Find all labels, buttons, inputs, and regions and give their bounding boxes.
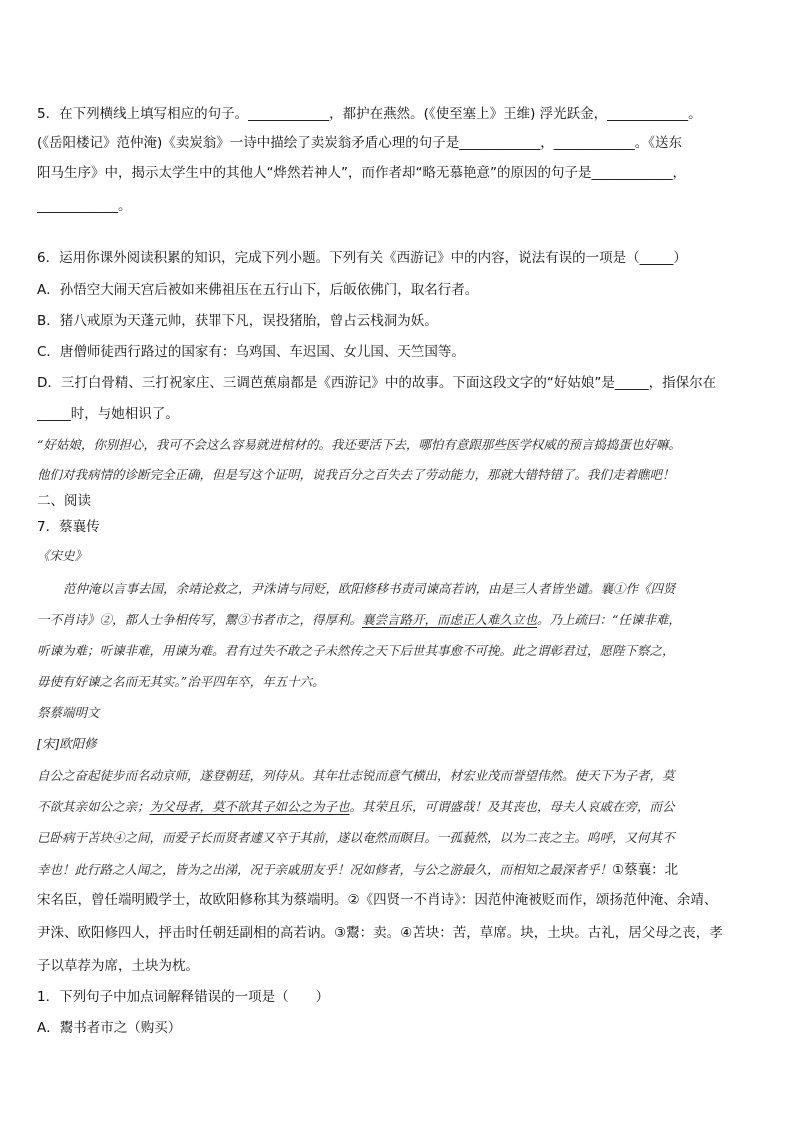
passage-2-line-3: 已卧病于苫块④之间，而爱子长而贤者遽又卒于其前，遂以奄然而瞑目。一孤藐然，以为二丧之主。呜呼，又何其不 xyxy=(37,830,675,845)
q5-line-2: (《岳阳楼记》范仲淹)《卖炭翁》一诗中描绘了卖炭翁矛盾心理的句子是____________，____________。《送东 xyxy=(37,135,683,151)
passage-1-line-2-tail: 。乃上疏曰：“任谏非难， xyxy=(537,612,681,627)
q6-quote-line-2: 他们对我病情的诊断完全正确，但是写这个证明，说我百分之百失去了劳动能力，那就大错特错了。我们走着瞧吧！ xyxy=(37,467,675,482)
q6-stem: 6．运用你课外阅读积累的知识，完成下列小题。下列有关《西游记》中的内容，说法有误的一项是（_____） xyxy=(37,250,687,266)
q6-option-d-line-1: D．三打白骨精、三打祝家庄、三调芭蕉扇都是《西游记》中的故事。下面这段文字的“好姑娘”是_____，指保尔在 xyxy=(37,375,717,391)
underlined-sentence-1: 襄尝言路开，而虑正人难久立也 xyxy=(362,612,538,627)
q6-option-c: C．唐僧师徒西行路过的国家有：乌鸡国、车迟国、女儿国、天竺国等。 xyxy=(37,344,465,360)
underlined-sentence-2: 为父母者，莫不欲其子如公之为子也 xyxy=(149,799,350,814)
section-heading-reading: 二、阅读 xyxy=(37,493,91,509)
q6-option-d-line-2: _____时，与她相识了。 xyxy=(37,406,179,422)
notes-line-4: 子以草荐为席，土块为枕。 xyxy=(37,958,199,974)
passage-1-line-3: 听谏为难；听谏非难，用谏为难。君有过失不敢之子未然传之天下后世其事愈不可挽。此之谓彰君过，愿陛下察之， xyxy=(37,643,675,658)
q7-title: 7．蔡襄传 xyxy=(37,519,100,535)
q5-line-1: 5．在下列横线上填写相应的句子。____________，都护在燕然。(《使至塞上》王维) 浮光跃金，____________。 xyxy=(37,106,702,122)
passage-2-line-2-tail: 。其荣且乐，可谓盛哉！及其丧也，母夫人哀戚在旁，而公 xyxy=(349,799,675,814)
passage-2-line-4 xyxy=(37,859,759,880)
passage-2-title: 祭蔡端明文 xyxy=(37,705,100,720)
notes-line-3: 尹洙、欧阳修四人，抨击时任朝廷副相的高若讷。③鬻：卖。④苫块：苦，草席。块，土块。古礼，居父母之丧，孝 xyxy=(37,925,723,941)
q5-line-3: 阳马生序》中，揭示太学生中的其他人“烨然若神人”，而作者却“略无慕艳意”的原因的句子是____________， xyxy=(37,165,686,181)
passage-1-line-4: 毋使有好谏之名而无其实。”治平四年卒，年五十六。 xyxy=(37,674,325,689)
passage-1-line-2 xyxy=(37,610,759,630)
q6-option-a: A．孙悟空大闹天宫后被如来佛祖压在五行山下，后皈依佛门，取名行者。 xyxy=(37,282,479,298)
passage-2-author: [宋]欧阳修 xyxy=(37,736,97,751)
passage-2-line-1: 自公之奋起徒步而名动京师，遂登朝廷，列侍从。其年壮志锐而意气横出，材宏业茂而誉望伟然。使天下为子者，莫 xyxy=(37,768,675,783)
q5-line-4: ____________。 xyxy=(37,198,132,214)
q6-quote-line-1: “好姑娘，你别担心，我可不会这么容易就进棺材的。我还要活下去，哪怕有意跟那些医学权威的预言捣捣蛋也好嘛。 xyxy=(37,437,681,452)
passage-1-source: 《宋史》 xyxy=(37,548,88,563)
sub-question-1: 1．下列句子中加点词解释错误的一项是（ ） xyxy=(37,989,330,1005)
passage-2-line-4-text: 幸也！此行路之人闻之，皆为之出涕，况于亲戚朋友乎！况如修者，与公之游最久，而相知之最深者乎！ xyxy=(37,862,613,877)
notes-line-2: 宋名臣，曾任端明殿学士，故欧阳修称其为蔡端明。②《四贤一不肖诗》：因范仲淹被贬而作，颂扬范仲淹、余靖、 xyxy=(37,892,718,908)
q6-option-b: B．猪八戒原为天蓬元帅，获罪下凡，误投猪胎，曾占云栈洞为妖。 xyxy=(37,313,438,329)
passage-2-line-2-head: 不欲其亲如公之亲； xyxy=(37,799,150,814)
sub-question-1-option-a: A．鬻书者市之（购买） xyxy=(37,1020,182,1036)
note-1-start: ①蔡襄：北 xyxy=(612,862,679,878)
passage-1-line-1: 范仲淹以言事去国，余靖论救之，尹洙请与同贬，欧阳修移书责司谏高若讷，由是三人者皆坐谴。襄①作《四贤 xyxy=(63,581,676,596)
passage-1-line-2-head: 一不肖诗》②，都人士争相传写，鬻③书者市之，得厚利。 xyxy=(37,612,363,627)
passage-2-line-2 xyxy=(37,797,759,817)
